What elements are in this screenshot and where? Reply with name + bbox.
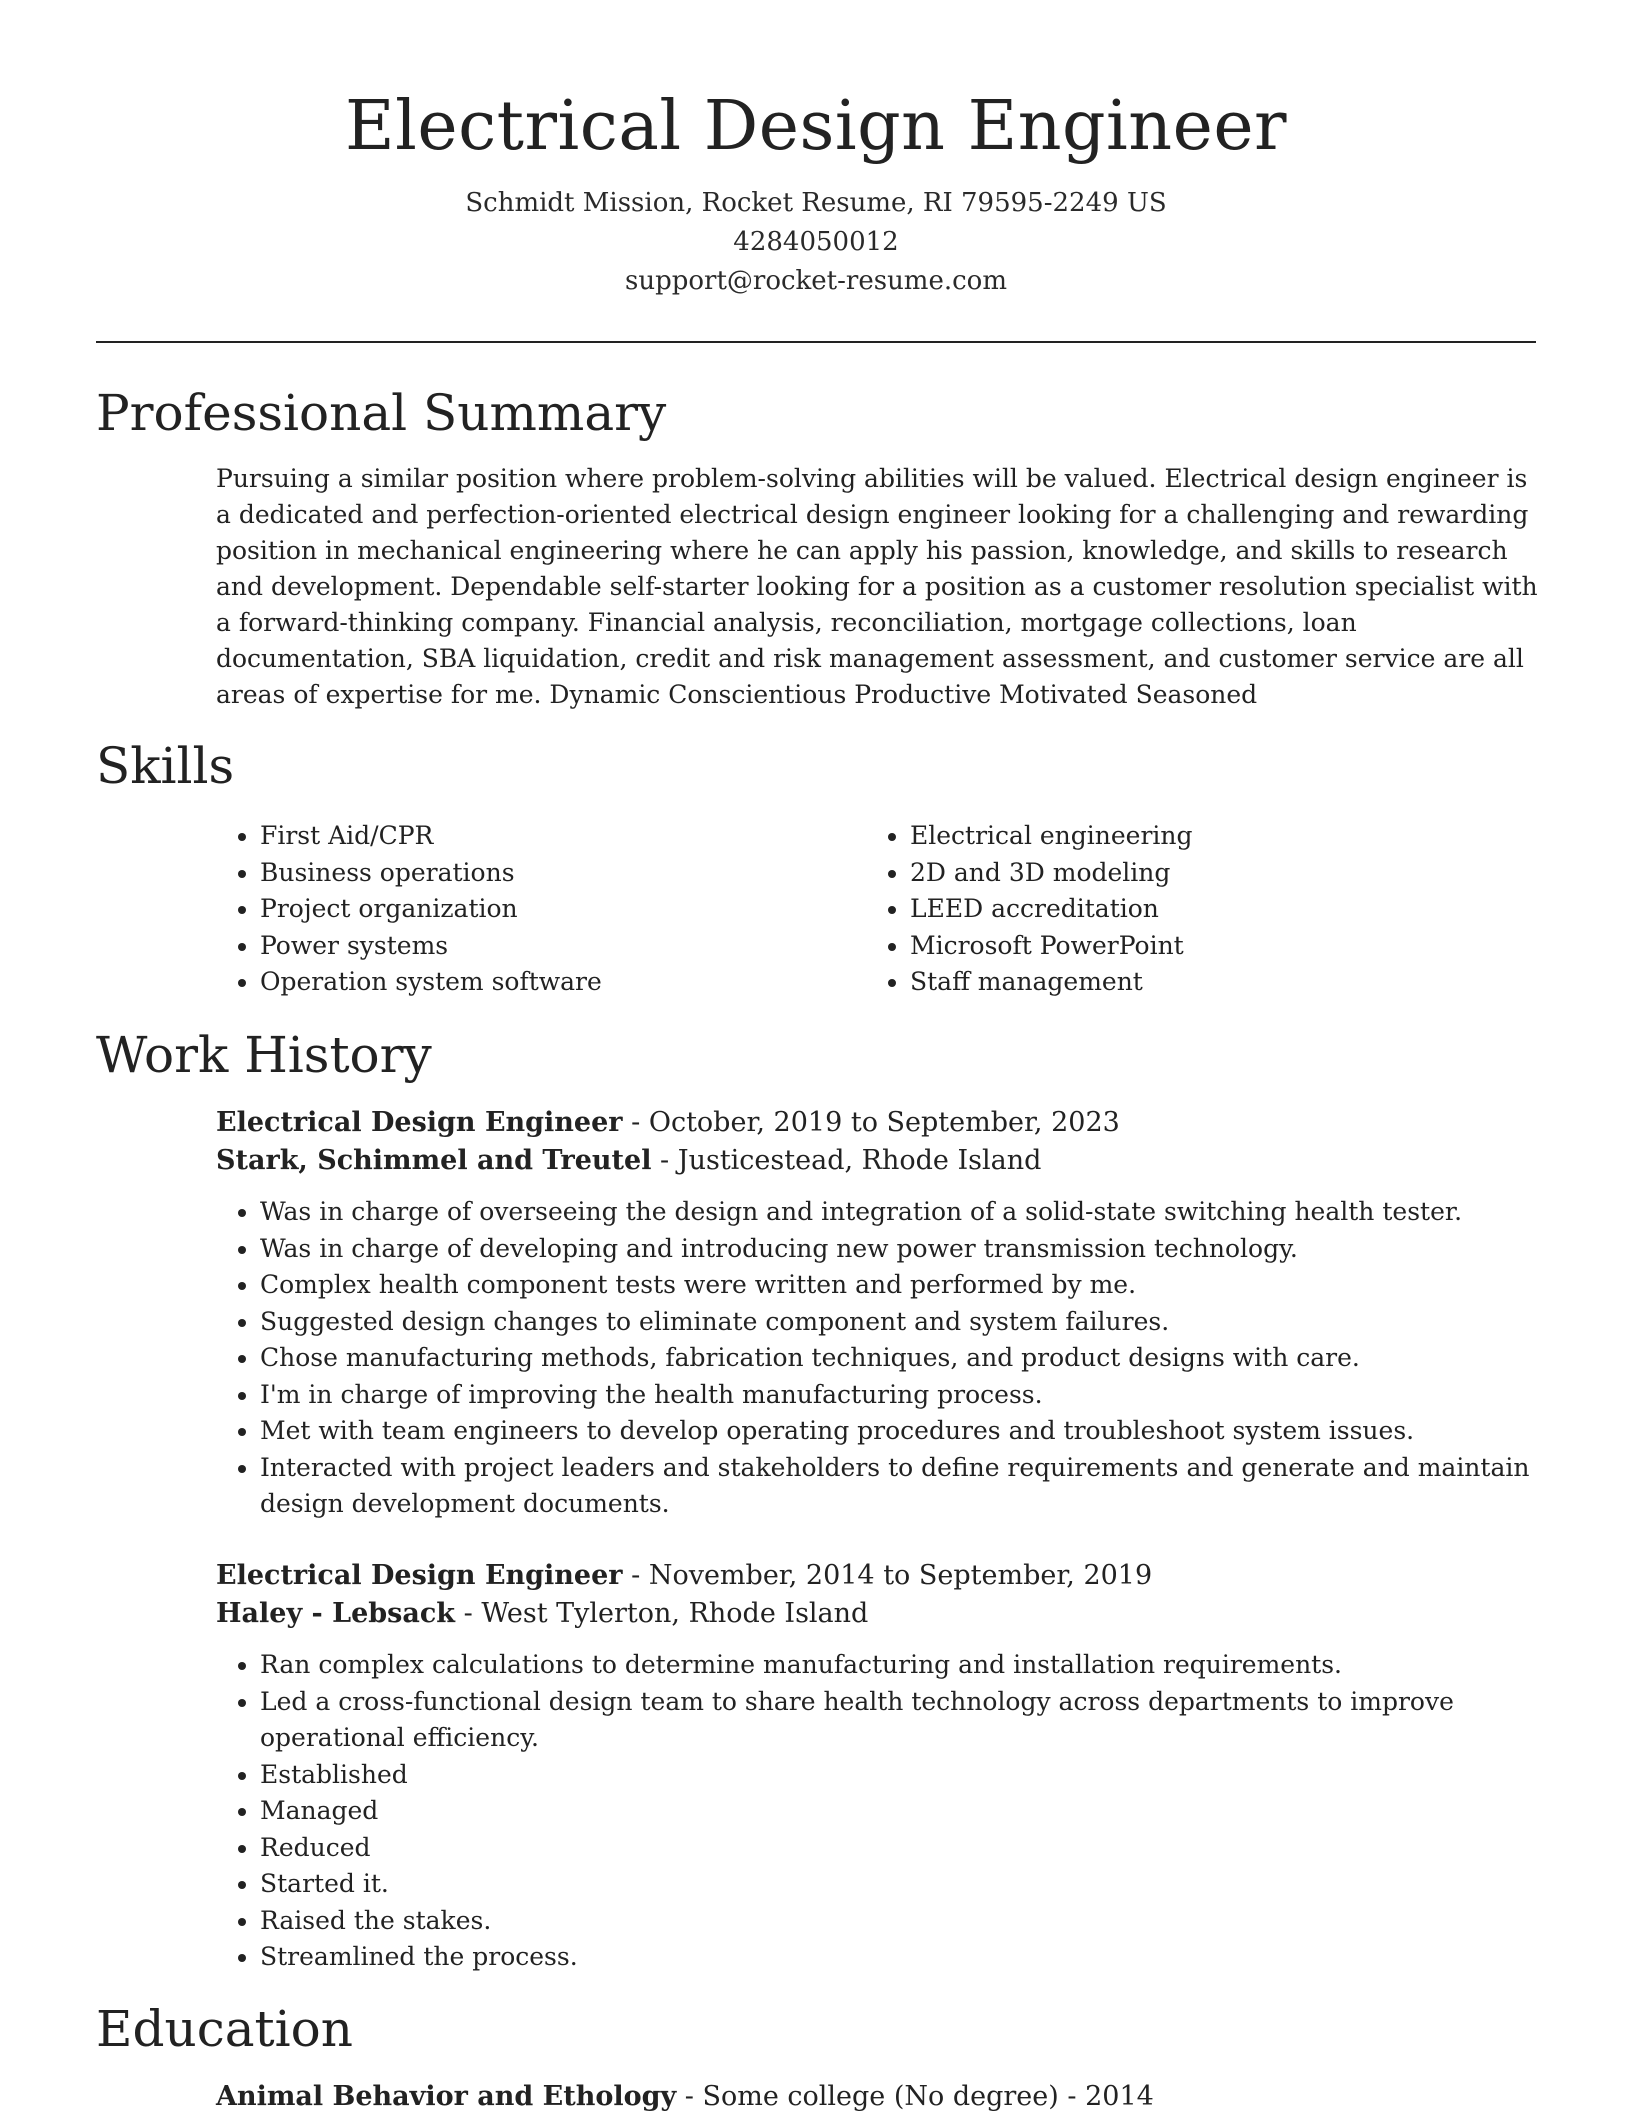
skill-item: • 2D and 3D modeling [910, 855, 1193, 892]
address-line: Schmidt Mission, Rocket Resume, RI 79595-2249 US [465, 188, 1167, 218]
job-bullet: • Was in charge of developing and introducing new power transmission technology. [260, 1231, 1546, 1268]
job-bullet: • Suggested design changes to eliminate component and system failures. [260, 1304, 1546, 1341]
job-bullet: • Met with team engineers to develop operating procedures and troubleshoot system issues. [260, 1413, 1546, 1450]
job-role: Electrical Design Engineer [216, 1107, 623, 1138]
job-bullet: • Ran complex calculations to determine manufacturing and installation requirements. [260, 1647, 1546, 1684]
job-dates: - November, 2014 to September, 2019 [622, 1560, 1153, 1591]
skill-item: • Power systems [260, 928, 602, 965]
job-bullet: • Interacted with project leaders and stakeholders to define requirements and generate and maintain design development documents. [260, 1450, 1546, 1523]
job-bullet: • Started it. [260, 1866, 1546, 1903]
job-entry [216, 1557, 1546, 1976]
education-line [216, 2078, 1546, 2116]
job-bullets [216, 1194, 1546, 1523]
skill-item: • Project organization [260, 891, 602, 928]
job-company-line [216, 1142, 1546, 1180]
education-entry [216, 2078, 1546, 2116]
summary-text: Pursuing a similar position where problem-solving abilities will be valued. Electrical design engineer is a dedicated and perfection-oriented electrical design engineer looking for a challenging and rewarding position in mechanical engineering where he can apply his passion, knowledge, and skills to research and development. Dependable self-starter looking for a position as a customer resolution specialist with a forward-thinking company. Financial analysis, reconciliation, mortgage collections, loan documentation, SBA liquidation, credit and risk management assessment, and customer service are all areas of expertise for me. Dynamic Conscientious Productive Motivated Seasoned [216, 464, 1538, 709]
email-line: support@rocket-resume.com [624, 266, 1007, 296]
job-dates: - October, 2019 to September, 2023 [622, 1107, 1120, 1138]
job-bullet: • Reduced [260, 1830, 1546, 1867]
job-location: - West Tylerton, Rhode Island [455, 1598, 869, 1629]
skill-item: • First Aid/CPR [260, 818, 602, 855]
resume-header [0, 0, 1632, 301]
job-bullet: • Chose manufacturing methods, fabrication techniques, and product designs with care. [260, 1340, 1546, 1377]
job-bullet: • Managed [260, 1793, 1546, 1830]
job-company-line [216, 1595, 1546, 1633]
job-company: Haley - Lebsack [216, 1598, 456, 1629]
job-bullet: • Led a cross-functional design team to share health technology across departments to improve operational efficiency. [260, 1684, 1546, 1757]
job-title-line [216, 1557, 1546, 1595]
phone-line: 4284050012 [733, 227, 899, 257]
candidate-title: Electrical Design Engineer [344, 87, 1288, 166]
skills-list-right [866, 818, 1193, 1001]
skill-item: • Microsoft PowerPoint [910, 928, 1193, 965]
job-bullet: • Complex health component tests were written and performed by me. [260, 1267, 1546, 1304]
skill-item: • LEED accreditation [910, 891, 1193, 928]
job-entry [216, 1104, 1546, 1523]
skill-item: • Staff management [910, 964, 1193, 1001]
job-bullet: • Raised the stakes. [260, 1903, 1546, 1940]
job-title-line [216, 1104, 1546, 1142]
job-bullet: • I'm in charge of improving the health manufacturing process. [260, 1377, 1546, 1414]
job-company: Stark, Schimmel and Treutel [216, 1145, 652, 1176]
job-bullets [216, 1647, 1546, 1976]
education-details: - Some college (No degree) - 2014 [676, 2081, 1154, 2112]
work-history-heading: Work History [96, 1026, 432, 1084]
summary-heading: Professional Summary [96, 384, 667, 442]
job-bullet: • Was in charge of overseeing the design and integration of a solid-state switching health tester. [260, 1194, 1546, 1231]
job-role: Electrical Design Engineer [216, 1560, 623, 1591]
skills-heading: Skills [96, 737, 235, 795]
header-divider [96, 341, 1536, 343]
job-location: - Justicestead, Rhode Island [651, 1145, 1042, 1176]
contact-block [0, 184, 1632, 301]
job-bullet: • Streamlined the process. [260, 1939, 1546, 1976]
job-bullet: • Established [260, 1757, 1546, 1794]
skills-list-left [216, 818, 602, 1001]
skill-item: • Operation system software [260, 964, 602, 1001]
skill-item: • Business operations [260, 855, 602, 892]
skill-item: • Electrical engineering [910, 818, 1193, 855]
education-heading: Education [96, 2000, 353, 2058]
education-degree: Animal Behavior and Ethology [216, 2081, 677, 2112]
